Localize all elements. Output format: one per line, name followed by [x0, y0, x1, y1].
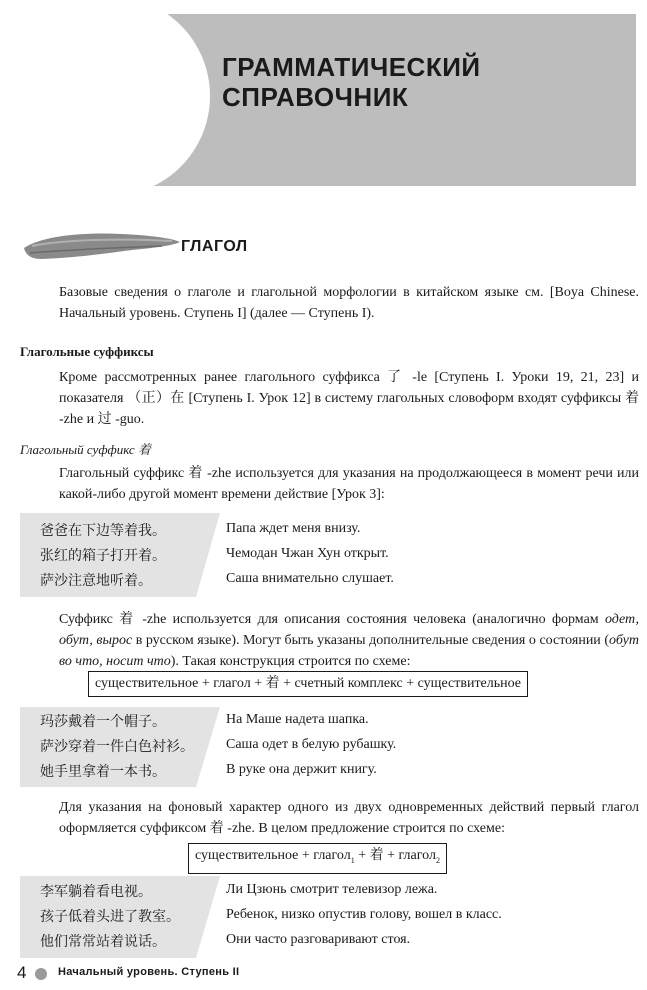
example-chinese: 张红的箱子打开着。	[40, 548, 166, 564]
example-russian: Ребенок, низко опустив голову, вошел в класс.	[226, 907, 502, 922]
subheading-zhe-suffix: Глагольный суффикс 着	[20, 442, 151, 457]
zhe-paragraph-3: Для указания на фоновый характер одного из двух одновременных действий первый глагол оформляется суффиксом 着 -zhe. В целом предложение строится по схеме:	[59, 800, 639, 836]
example-russian: В руке она держит книгу.	[226, 762, 377, 777]
example-russian: Саша одет в белую рубашку.	[226, 737, 397, 752]
schema-2-part2: + 着 + глагол	[354, 848, 436, 863]
example-chinese: 萨沙注意地听着。	[40, 573, 152, 589]
zhe-paragraph-2-part2: в русском языке). Могут быть указаны дополнительные сведения о состоянии (	[132, 633, 609, 648]
brush-stroke-icon	[22, 226, 182, 264]
zhe-paragraph-2-part3: ). Такая конструкция строится по схеме:	[170, 654, 411, 669]
schema-2-sub1: 1	[350, 855, 355, 865]
zhe-paragraph-1: Глагольный суффикс 着 -zhe используется для указания на продолжающееся в момент речи или какой-либо другой момент времени действие [Урок 3]:	[59, 466, 639, 502]
zhe-paragraph-2-italic1: одет, обут, вырос	[59, 612, 639, 648]
footer-dot-icon	[35, 968, 47, 980]
schema-box-2	[188, 843, 447, 874]
example-chinese: 爸爸在下边等着我。	[40, 523, 166, 539]
example-chinese: 他们常常站着说话。	[40, 934, 166, 950]
example-chinese: 孩子低着头进了教室。	[40, 909, 180, 925]
example-chinese: 玛莎戴着一个帽子。	[40, 714, 166, 730]
example-chinese: 她手里拿着一本书。	[40, 764, 166, 780]
page-title-line1: ГРАММАТИЧЕСКИЙ	[222, 52, 481, 82]
suffixes-paragraph: Кроме рассмотренных ранее глагольного суффикса 了 -le [Ступень I. Уроки 19, 21, 23] и показателя （正）在 [Ступень I. Урок 12] в систему глагольных словоформ входят суффиксы 着 -zhe и 过 -guo.	[59, 370, 639, 427]
page-title-line2: СПРАВОЧНИК	[222, 82, 409, 112]
example-russian: Саша внимательно слушает.	[226, 571, 394, 586]
zhe-paragraph-2-part1: Суффикс 着 -zhe используется для описания состояния человека (аналогично формам	[59, 612, 605, 627]
section-title: ГЛАГОЛ	[181, 238, 248, 255]
example-russian: Они часто разговаривают стоя.	[226, 932, 411, 947]
zhe-paragraph-2	[59, 609, 639, 672]
example-russian: На Маше надета шапка.	[226, 712, 369, 727]
example-chinese: 李军躺着看电视。	[40, 884, 152, 900]
example-russian: Ли Цзюнь смотрит телевизор лежа.	[226, 882, 438, 897]
example-russian: Чемодан Чжан Хун открыт.	[226, 546, 389, 561]
schema-2-part1: существительное + глагол	[195, 848, 351, 863]
header-decoration-circle	[10, 0, 210, 196]
schema-box-1: существительное + глагол + 着 + счетный комплекс + существительное	[88, 671, 528, 697]
schema-2-sub2: 2	[435, 855, 440, 865]
intro-paragraph: Базовые сведения о глаголе и глагольной морфологии в китайском языке см. [Boya Chinese. Начальный уровень. Ступень I] (далее — Ступень I).	[59, 285, 639, 321]
page-number: 4	[17, 963, 27, 982]
subheading-verb-suffixes: Глагольные суффиксы	[20, 344, 154, 359]
example-russian: Папа ждет меня внизу.	[226, 521, 361, 536]
zhe-paragraph-2-italic2: обут во что, носит что	[59, 633, 639, 669]
example-chinese: 萨沙穿着一件白色衬衫。	[40, 739, 194, 755]
footer-text: Начальный уровень. Ступень II	[58, 966, 240, 978]
page-title	[222, 52, 622, 112]
